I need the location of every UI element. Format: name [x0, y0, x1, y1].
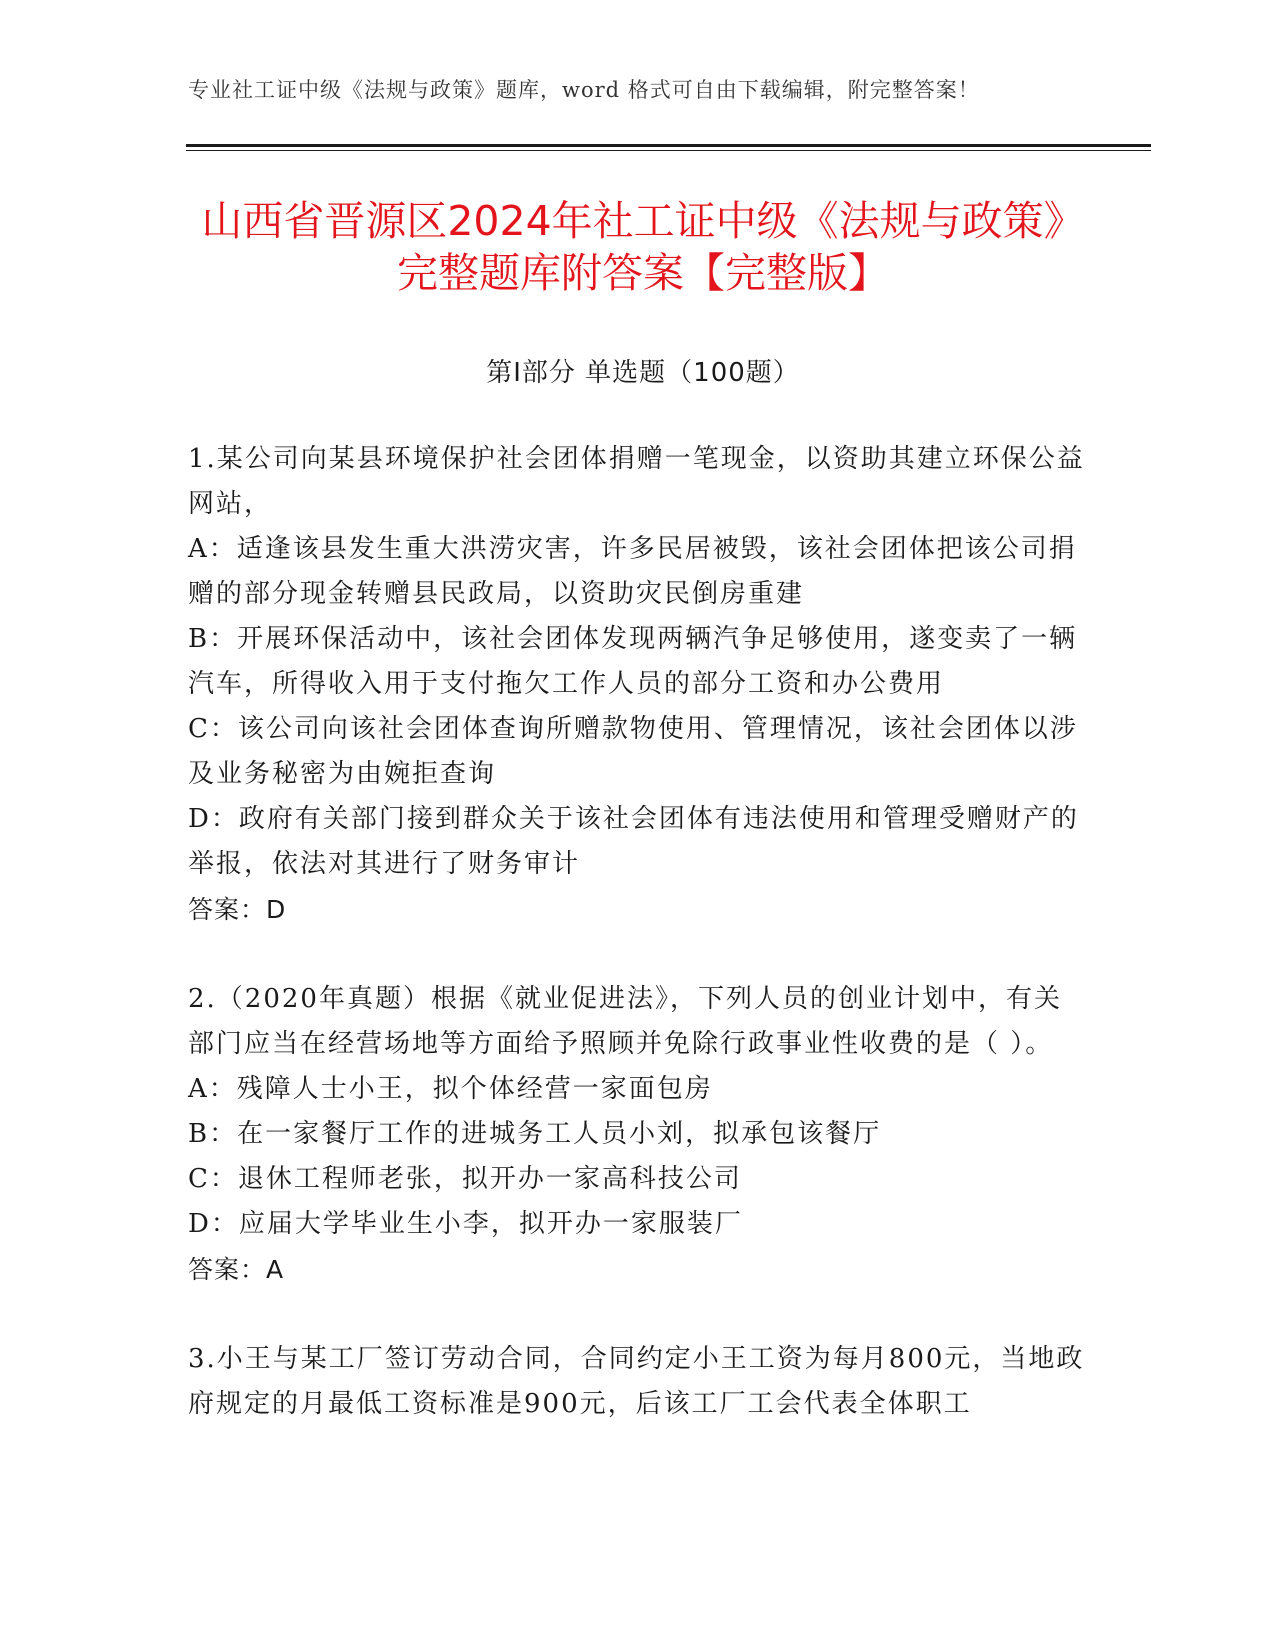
header-note: 专业社工证中级《法规与政策》题库，word 格式可自由下载编辑，附完整答案！ [188, 78, 980, 102]
option-d: D：应届大学毕业生小李，拟开办一家服装厂 [188, 1209, 743, 1239]
answer: 答案：D [188, 895, 287, 924]
answer: 答案：A [188, 1255, 285, 1284]
option-c: C：退休工程师老张，拟开办一家高科技公司 [188, 1164, 742, 1194]
option-a: A：残障人士小王，拟个体经营一家面包房 [188, 1074, 713, 1104]
question-stem: 1.某公司向某县环境保护社会团体捐赠一笔现金，以资助其建立环保公益网站， [188, 444, 1085, 519]
option-b: B：在一家餐厅工作的进城务工人员小刘，拟承包该餐厅 [188, 1119, 882, 1149]
option-c: C：该公司向该社会团体查询所赠款物使用、管理情况，该社会团体以涉及业务秘密为由婉拒查询 [188, 714, 1078, 789]
option-a: A：适逢该县发生重大洪涝灾害，许多民居被毁，该社会团体把该公司捐赠的部分现金转赠县民政局，以资助灾民倒房重建 [188, 534, 1077, 609]
option-d: D：政府有关部门接到群众关于该社会团体有违法使用和管理受赠财产的举报，依法对其进行了财务审计 [188, 804, 1079, 879]
question-3 [188, 1337, 1088, 1427]
section-heading: 第Ⅰ部分 单选题（100题） [486, 358, 800, 388]
document-title: 山西省晋源区2024年社工证中级《法规与政策》完整题库附答案【完整版】 [201, 197, 1085, 297]
question-stem: 2.（2020年真题）根据《就业促进法》，下列人员的创业计划中，有关部门应当在经营场地等方面给予照顾并免除行政事业性收费的是（ ）。 [188, 984, 1062, 1059]
question-list [188, 437, 1088, 1472]
question-stem: 3.小王与某工厂签订劳动合同，合同约定小王工资为每月800元，当地政府规定的月最低工资标准是900元，后该工厂工会代表全体职工 [188, 1344, 1085, 1419]
question-2 [188, 977, 1088, 1292]
header-rule-thin [186, 150, 1151, 151]
question-1 [188, 437, 1088, 932]
header-rule [186, 144, 1151, 147]
option-b: B：开展环保活动中，该社会团体发现两辆汽争足够使用，遂变卖了一辆汽车，所得收入用于支付拖欠工作人员的部分工资和办公费用 [188, 624, 1078, 699]
